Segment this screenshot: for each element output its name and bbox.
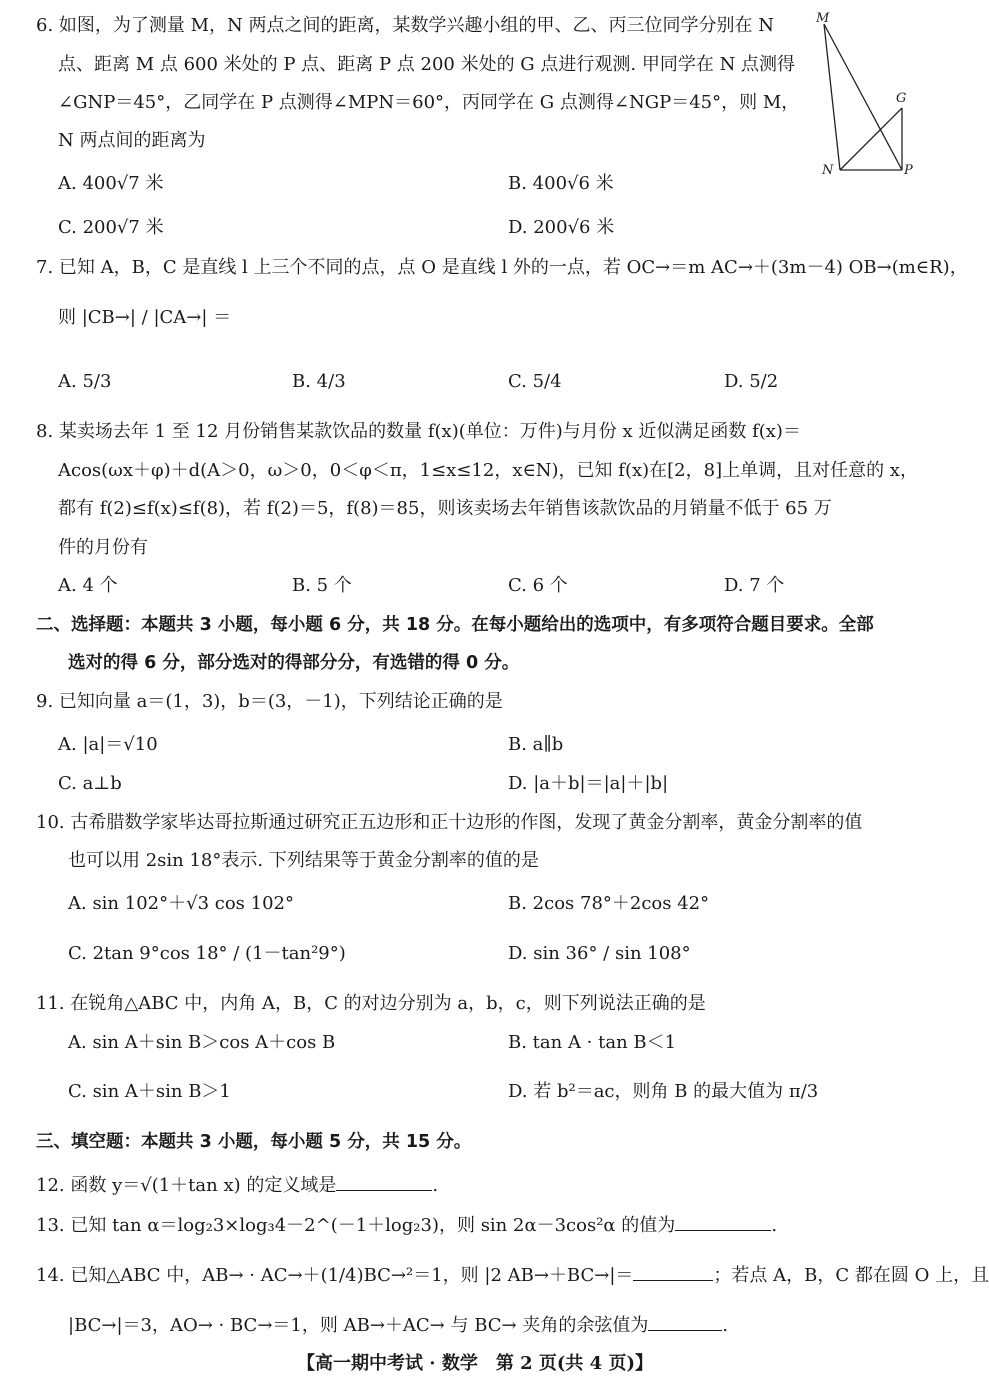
segment-mp	[824, 24, 902, 170]
q7-option-b: B. 4/3	[292, 371, 346, 392]
q14-text-2b: .	[722, 1315, 729, 1336]
q13-text: 13. 已知 tan α＝log₂3×log₃4－2^(－1＋log₂3)，则 sin 2α－3cos²α 的值为	[36, 1215, 676, 1236]
q8-option-a: A. 4 个	[58, 575, 118, 596]
q6-option-d: D. 200√6 米	[508, 217, 615, 238]
q9-option-d: D. |a＋b|＝|a|＋|b|	[508, 773, 669, 794]
q13-end: .	[771, 1215, 778, 1236]
q6-line-2: 点、距离 M 点 600 米处的 P 点、距离 P 点 200 米处的 G 点进行观测. 甲同学在 N 点测得	[58, 54, 796, 75]
section2-heading-line-1: 二、选择题：本题共 3 小题，每小题 6 分，共 18 分。在每小题给出的选项中，有多项符合题目要求。全部	[36, 615, 874, 635]
q10-line-1: 10. 古希腊数学家毕达哥拉斯通过研究正五边形和正十边形的作图，发现了黄金分割率，黄金分割率的值	[36, 812, 863, 833]
q10-option-a: A. sin 102°＋√3 cos 102°	[68, 893, 294, 914]
label-p: P	[904, 163, 913, 178]
section2-heading-line-2: 选对的得 6 分，部分选对的得部分分，有选错的得 0 分。	[68, 653, 520, 673]
label-n: N	[822, 163, 834, 178]
q10-line-2: 也可以用 2sin 18°表示. 下列结果等于黄金分割率的值的是	[68, 850, 539, 871]
q6-line-4: N 两点间的距离为	[58, 130, 206, 151]
q6-figure	[810, 8, 920, 180]
q8-option-d: D. 7 个	[724, 575, 785, 596]
q6-line-1: 6. 如图，为了测量 M，N 两点之间的距离，某数学兴趣小组的甲、乙、丙三位同学分别在 N	[36, 15, 774, 36]
q12-answer-blank[interactable]	[336, 1172, 432, 1191]
q7-line-1: 7. 已知 A，B，C 是直线 l 上三个不同的点，点 O 是直线 l 外的一点，若 OC→＝m AC→＋(3m－4) OB→(m∈R)，	[36, 257, 968, 278]
q12-end: .	[432, 1175, 439, 1196]
q7-option-a: A. 5/3	[58, 371, 112, 392]
q11-option-b: B. tan A · tan B＜1	[508, 1032, 677, 1053]
label-g: G	[896, 91, 907, 106]
q8-option-b: B. 5 个	[292, 575, 352, 596]
q14-text-1b: ；若点 A，B，C 都在圆 O 上，且	[713, 1265, 989, 1286]
q6-line-3: ∠GNP＝45°，乙同学在 P 点测得∠MPN＝60°，丙同学在 G 点测得∠NGP＝45°，则 M，	[58, 92, 800, 113]
q8-line-1: 8. 某卖场去年 1 至 12 月份销售某款饮品的数量 f(x)(单位：万件)与月份 x 近似满足函数 f(x)＝	[36, 421, 801, 442]
section3-heading: 三、填空题：本题共 3 小题，每小题 5 分，共 15 分。	[36, 1132, 472, 1152]
q7-option-d: D. 5/2	[724, 371, 779, 392]
q13-answer-blank[interactable]	[675, 1212, 771, 1231]
q14-answer-blank-1[interactable]	[633, 1262, 713, 1281]
q11-option-c: C. sin A＋sin B＞1	[68, 1081, 231, 1102]
q14-answer-blank-2[interactable]	[648, 1312, 722, 1331]
q9-option-c: C. a⊥b	[58, 773, 122, 794]
q14-line-2	[68, 1312, 728, 1338]
q6-option-b: B. 400√6 米	[508, 173, 614, 194]
q14-text-2a: |BC→|＝3，AO→ · BC→＝1，则 AB→＋AC→ 与 BC→ 夹角的余弦值为	[68, 1315, 649, 1336]
segment-mn	[824, 24, 840, 170]
q8-line-4: 件的月份有	[58, 537, 148, 558]
q10-option-c: C. 2tan 9°cos 18° / (1－tan²9°)	[68, 943, 346, 964]
label-m: M	[816, 11, 830, 26]
q11-option-d: D. 若 b²＝ac，则角 B 的最大值为 π/3	[508, 1081, 819, 1102]
q8-line-2: Acos(ωx＋φ)＋d(A＞0，ω＞0，0＜φ＜π，1≤x≤12，x∈N)，已知 f(x)在[2，8]上单调，且对任意的 x，	[58, 460, 918, 481]
q7-option-c: C. 5/4	[508, 371, 562, 392]
q13-line	[36, 1212, 777, 1238]
q7-line-2: 则 |CB→| / |CA→| ＝	[58, 307, 232, 328]
q8-line-3: 都有 f(2)≤f(x)≤f(8)，若 f(2)＝5，f(8)＝85，则该卖场去年销售该款饮品的月销量不低于 65 万	[58, 498, 832, 519]
q14-text-1a: 14. 已知△ABC 中，AB→ · AC→＋(1/4)BC→²＝1，则 |2 AB→＋BC→|＝	[36, 1265, 634, 1286]
q11-option-a: A. sin A＋sin B＞cos A＋cos B	[68, 1032, 336, 1053]
q12-line	[36, 1172, 438, 1198]
page-footer: 【高一期中考试 · 数学 第 2 页(共 4 页)】	[297, 1353, 653, 1374]
q9-option-a: A. |a|＝√10	[58, 734, 158, 755]
q10-option-b: B. 2cos 78°＋2cos 42°	[508, 893, 710, 914]
q10-option-d: D. sin 36° / sin 108°	[508, 943, 691, 964]
q14-line-1	[36, 1262, 989, 1288]
q9-line-1: 9. 已知向量 a＝(1，3)，b＝(3，－1)，下列结论正确的是	[36, 691, 503, 712]
q8-option-c: C. 6 个	[508, 575, 568, 596]
q6-option-a: A. 400√7 米	[58, 173, 164, 194]
segment-ng	[840, 108, 902, 170]
q6-option-c: C. 200√7 米	[58, 217, 164, 238]
q12-text: 12. 函数 y＝√(1＋tan x) 的定义域是	[36, 1175, 337, 1196]
q9-option-b: B. a∥b	[508, 734, 564, 755]
q11-line-1: 11. 在锐角△ABC 中，内角 A，B，C 的对边分别为 a，b，c，则下列说法正确的是	[36, 993, 706, 1014]
